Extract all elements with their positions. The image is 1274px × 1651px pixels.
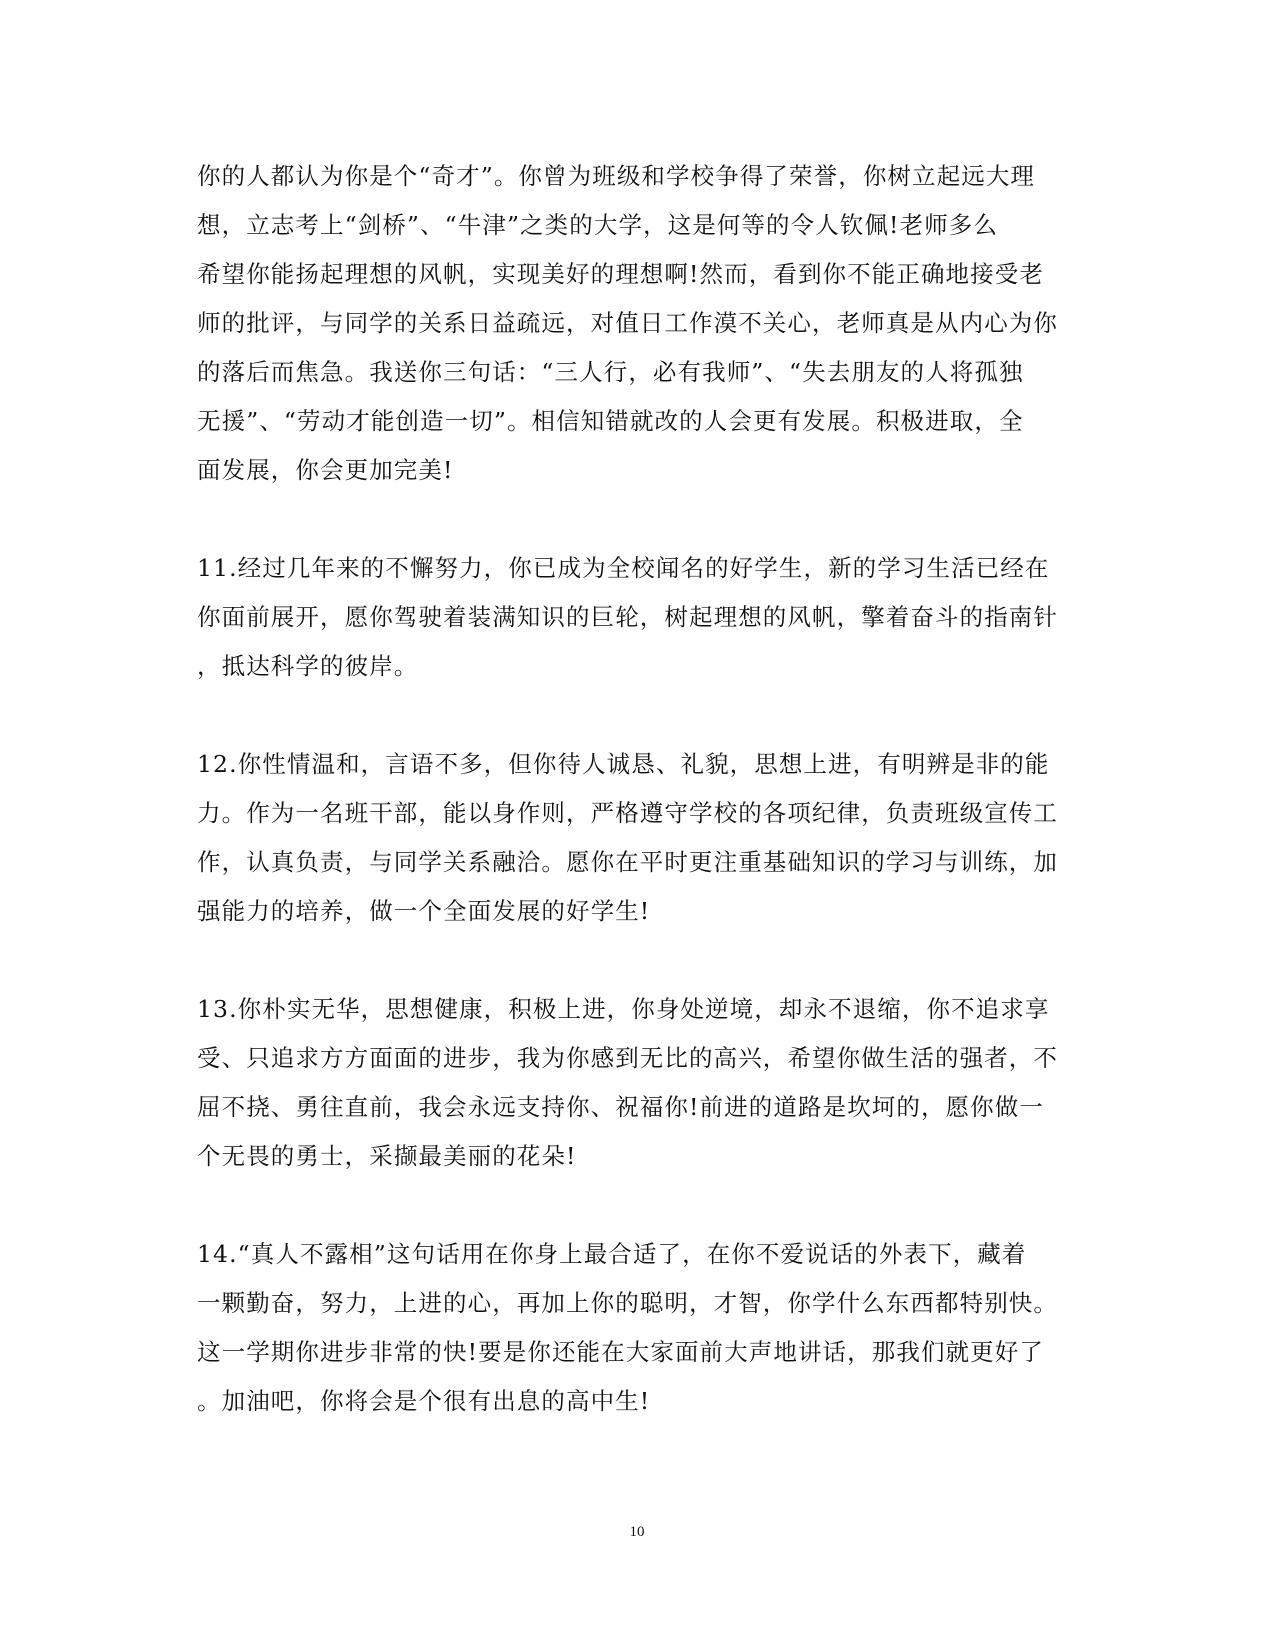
text-line: 个无畏的勇士，采撷最美丽的花朵! — [197, 1142, 577, 1170]
text-line: 师的批评，与同学的关系日益疏远，对值日工作漠不关心，老师真是从内心为你 — [197, 309, 1058, 337]
text-line: 强能力的培养，做一个全面发展的好学生! — [197, 897, 651, 925]
paragraph-14 — [197, 1230, 1077, 1426]
text-line: 作，认真负责，与同学关系融洽。愿你在平时更注重基础知识的学习与训练，加 — [197, 848, 1058, 876]
text-line: 力。作为一名班干部，能以身作则，严格遵守学校的各项纪律，负责班级宣传工 — [197, 799, 1058, 827]
text-line: 这一学期你进步非常的快!要是你还能在大家面前大声地讲话，那我们就更好了 — [197, 1338, 1044, 1366]
text-line: 12.你性情温和，言语不多，但你待人诚恳、礼貌，思想上进，有明辨是非的能 — [197, 750, 1050, 778]
text-line: 面发展，你会更加完美! — [197, 456, 454, 484]
text-line: 受、只追求方方面面的进步，我为你感到无比的高兴，希望你做生活的强者，不 — [197, 1044, 1058, 1072]
text-line: 一颗勤奋，努力，上进的心，再加上你的聪明，才智，你学什么东西都特别快。 — [197, 1289, 1058, 1317]
paragraph-gap — [197, 1181, 1077, 1230]
text-line: 的落后而焦急。我送你三句话：“三人行，必有我师”、“失去朋友的人将孤独 — [197, 358, 1024, 386]
text-line: 屈不挠、勇往直前，我会永远支持你、祝福你!前进的道路是坎坷的，愿你做一 — [197, 1093, 1044, 1121]
text-line: 想，立志考上“剑桥”、“牛津”之类的大学，这是何等的令人钦佩!老师多么 — [197, 211, 998, 239]
page-number: 10 — [629, 1524, 645, 1540]
text-line: 14.“真人不露相”这句话用在你身上最合适了，在你不爱说话的外表下，藏着 — [197, 1240, 1027, 1268]
paragraph-12 — [197, 740, 1077, 936]
text-line: 你的人都认为你是个“奇才”。你曾为班级和学校争得了荣誉，你树立起远大理 — [197, 162, 1036, 190]
document-body — [197, 152, 1077, 1426]
text-line: ，抵达科学的彼岸。 — [197, 652, 419, 680]
text-line: 你面前展开，愿你驾驶着装满知识的巨轮，树起理想的风帆，擎着奋斗的指南针 — [197, 603, 1058, 631]
text-line: 11.经过几年来的不懈努力，你已成为全校闻名的好学生，新的学习生活已经在 — [197, 554, 1050, 582]
paragraph-13 — [197, 985, 1077, 1181]
text-line: 希望你能扬起理想的风帆，实现美好的理想啊!然而，看到你不能正确地接受老 — [197, 260, 1044, 288]
text-line: 无援”、“劳动才能创造一切”。相信知错就改的人会更有发展。积极进取，全 — [197, 407, 1024, 435]
paragraph-gap — [197, 936, 1077, 985]
text-line: 。加油吧，你将会是个很有出息的高中生! — [197, 1387, 651, 1415]
paragraph-continuation — [197, 152, 1077, 495]
text-line: 13.你朴实无华，思想健康，积极上进，你身处逆境，却永不退缩，你不追求享 — [197, 995, 1050, 1023]
paragraph-gap — [197, 495, 1077, 544]
paragraph-11 — [197, 544, 1077, 691]
paragraph-gap — [197, 691, 1077, 740]
